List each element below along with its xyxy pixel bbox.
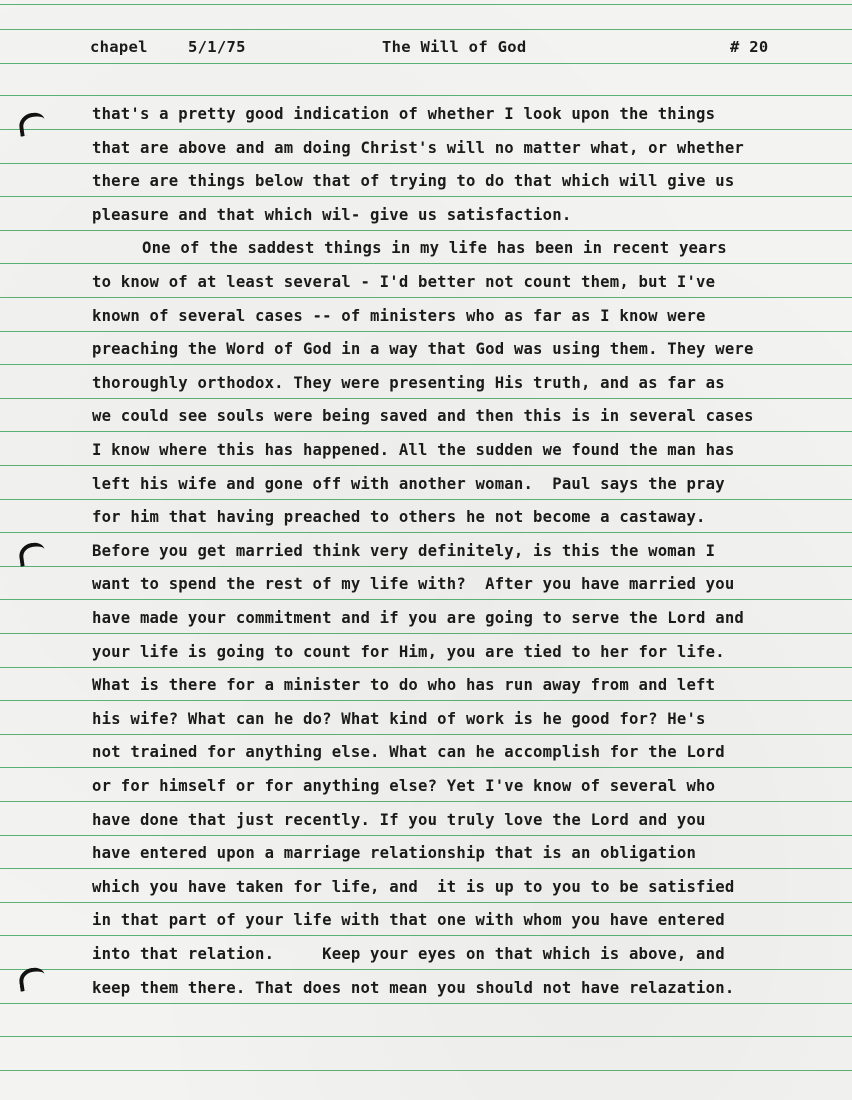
ruled-line — [0, 700, 852, 701]
ruled-line — [0, 868, 852, 869]
ruled-line — [0, 263, 852, 264]
text-line: your life is going to count for Him, you are tied to her for life. — [92, 643, 725, 661]
text-line: have made your commitment and if you are going to serve the Lord and — [92, 609, 744, 627]
text-line: not trained for anything else. What can he accomplish for the Lord — [92, 743, 725, 761]
text-line: for him that having preached to others he not become a castaway. — [92, 508, 706, 526]
ruled-line — [0, 398, 852, 399]
ruled-line — [0, 969, 852, 970]
text-line: in that part of your life with that one with whom you have entered — [92, 911, 725, 929]
ruled-line — [0, 364, 852, 365]
binder-hole-middle — [18, 541, 47, 566]
ruled-line — [0, 63, 852, 64]
text-line: preaching the Word of God in a way that God was using them. They were — [92, 340, 754, 358]
ruled-line — [0, 4, 852, 5]
ruled-line — [0, 734, 852, 735]
ruled-line — [0, 431, 852, 432]
ruled-line — [0, 1003, 852, 1004]
ruled-line — [0, 767, 852, 768]
ruled-line — [0, 935, 852, 936]
text-line: that are above and am doing Christ's will no matter what, or whether — [92, 139, 744, 157]
ruled-line — [0, 633, 852, 634]
ruled-line — [0, 532, 852, 533]
ruled-line — [0, 163, 852, 164]
ruled-line — [0, 29, 852, 30]
text-line: I know where this has happened. All the sudden we found the man has — [92, 441, 735, 459]
text-line: we could see souls were being saved and then this is in several cases — [92, 407, 754, 425]
text-line: left his wife and gone off with another woman. Paul says the pray — [92, 475, 725, 493]
header-date: 5/1/75 — [188, 38, 246, 56]
ruled-line — [0, 1070, 852, 1071]
ruled-line — [0, 465, 852, 466]
text-line: keep them there. That does not mean you should not have relazation. — [92, 979, 735, 997]
ruled-line — [0, 230, 852, 231]
text-line: One of the saddest things in my life has been in recent years — [142, 239, 727, 257]
text-line: known of several cases -- of ministers who as far as I know were — [92, 307, 706, 325]
ruled-line — [0, 297, 852, 298]
text-line: want to spend the rest of my life with? After you have married you — [92, 575, 735, 593]
text-line: there are things below that of trying to do that which will give us — [92, 172, 735, 190]
ruled-line — [0, 95, 852, 96]
binder-hole-top — [18, 111, 47, 136]
text-line: have entered upon a marriage relationship that is an obligation — [92, 844, 697, 862]
text-line: into that relation. Keep your eyes on that which is above, and — [92, 945, 725, 963]
ruled-line — [0, 835, 852, 836]
page-header — [0, 36, 852, 62]
ruled-line — [0, 129, 852, 130]
ruled-line — [0, 331, 852, 332]
header-title: The Will of God — [382, 38, 527, 56]
text-line: which you have taken for life, and it is up to you to be satisfied — [92, 878, 735, 896]
text-line: or for himself or for anything else? Yet I've know of several who — [92, 777, 716, 795]
text-line: What is there for a minister to do who has run away from and left — [92, 676, 716, 694]
header-section: chapel — [90, 38, 148, 56]
text-line: have done that just recently. If you truly love the Lord and you — [92, 811, 706, 829]
binder-hole-bottom — [18, 966, 47, 991]
ruled-line — [0, 499, 852, 500]
ruled-line — [0, 196, 852, 197]
ruled-line — [0, 599, 852, 600]
ruled-line — [0, 1036, 852, 1037]
ruled-line — [0, 801, 852, 802]
text-line: Before you get married think very definitely, is this the woman I — [92, 542, 716, 560]
text-line: pleasure and that which wil- give us satisfaction. — [92, 206, 572, 224]
ruled-line — [0, 902, 852, 903]
header-page-number: # 20 — [730, 38, 769, 56]
ruled-line — [0, 667, 852, 668]
text-line: to know of at least several - I'd better not count them, but I've — [92, 273, 716, 291]
text-line: that's a pretty good indication of whether I look upon the things — [92, 105, 716, 123]
ruled-line — [0, 566, 852, 567]
text-line: thoroughly orthodox. They were presenting His truth, and as far as — [92, 374, 725, 392]
text-line: his wife? What can he do? What kind of work is he good for? He's — [92, 710, 706, 728]
